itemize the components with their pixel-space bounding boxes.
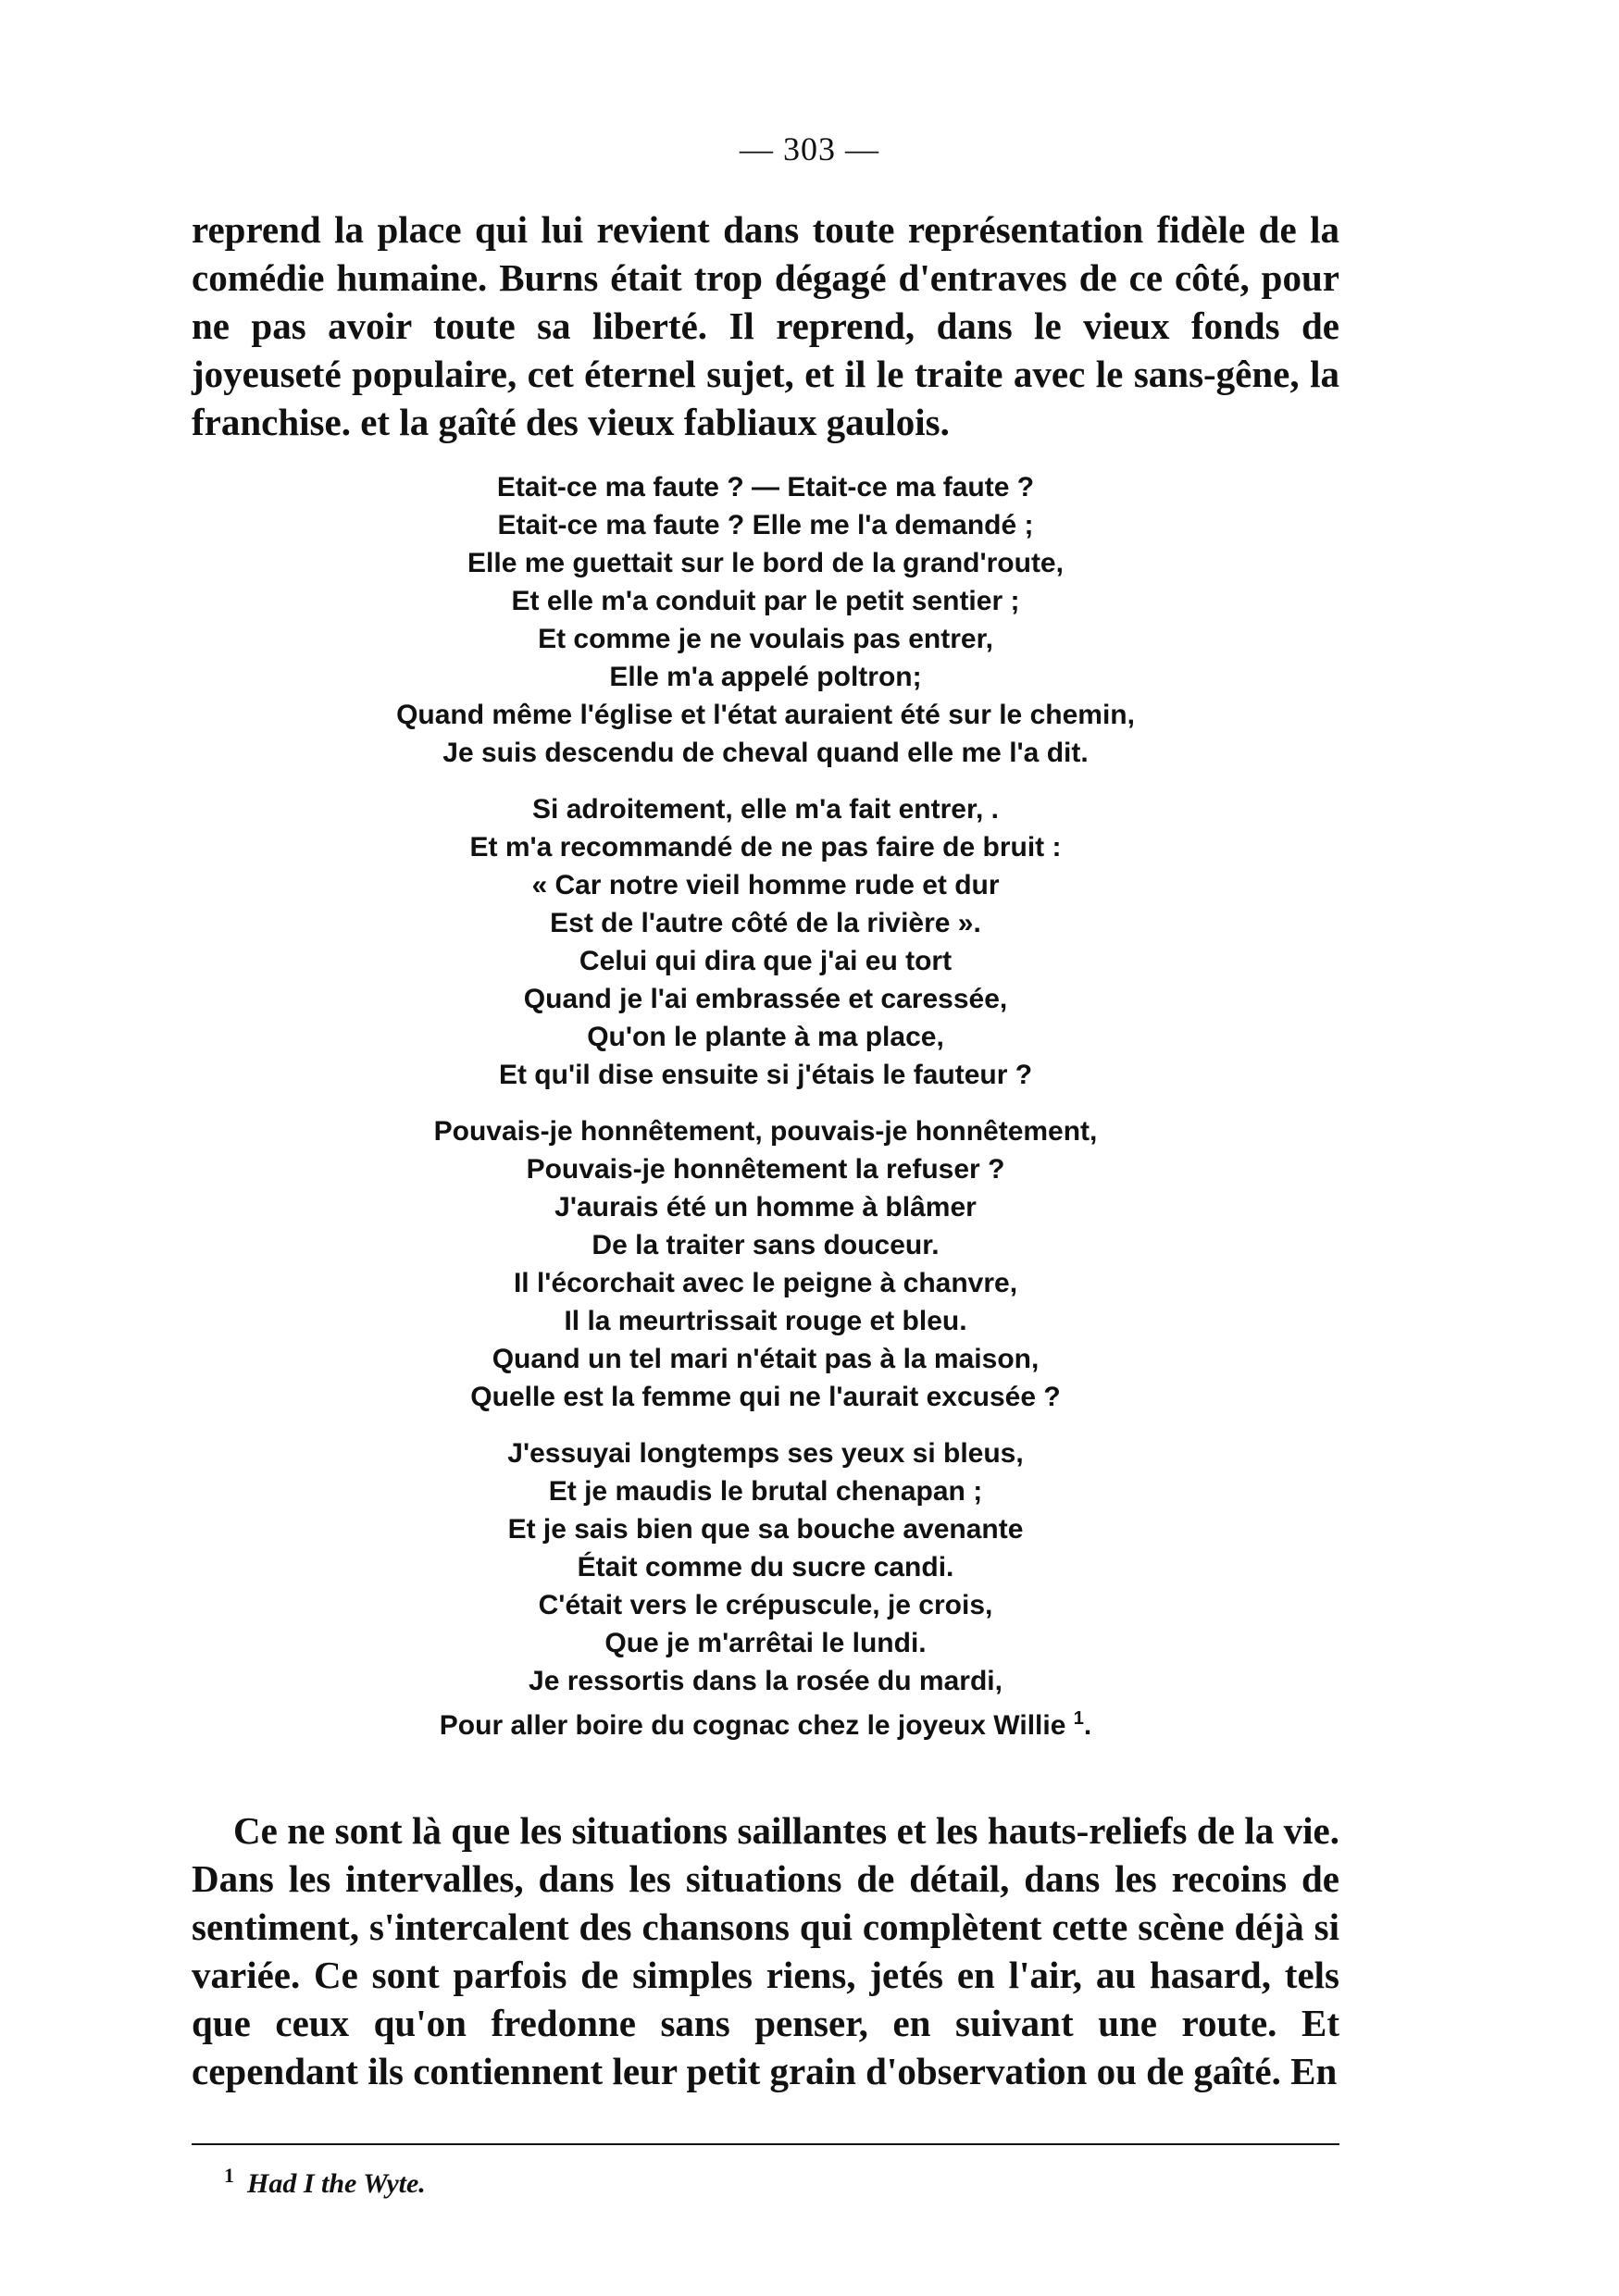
verse-line: Et comme je ne voulais pas entrer, <box>538 624 993 654</box>
verse-line: Pouvais-je honnêtement, pouvais-je honnêtement, <box>433 1116 1098 1147</box>
verse-line: C'était vers le crépuscule, je crois, <box>538 1590 993 1620</box>
verse-line: « Car notre vieil homme rude et dur <box>531 870 1000 900</box>
poem <box>192 468 1339 1763</box>
verse-line: Si adroitement, elle m'a fait entrer, . <box>532 794 999 825</box>
verse-line: Quelle est la femme qui ne l'aurait excusée ? <box>470 1382 1061 1412</box>
footnote-divider <box>192 2143 1339 2145</box>
page-number: — 303 — <box>740 130 879 168</box>
verse-line: Je ressortis dans la rosée du mardi, <box>529 1666 1003 1696</box>
verse-line: Et elle m'a conduit par le petit sentier ; <box>511 586 1020 616</box>
paragraph: reprend la place qui lui revient dans toute représentation fidèle de la comédie humaine. Burns était trop dégagé d'entraves de ce côté, pour ne pas avoir toute sa liberté. Il reprend, dans le vieux fonds de joyeuseté populaire, cet éternel sujet, et il le traite avec le sans-gêne, la franchise. et la gaîté des vieux fabliaux gaulois. <box>192 208 1339 443</box>
verse-line: Et m'a recommandé de ne pas faire de bruit : <box>469 832 1062 863</box>
verse-line: Elle m'a appelé poltron; <box>609 662 922 692</box>
verse-line: J'aurais été un homme à blâmer <box>554 1192 977 1222</box>
footnote-reference[interactable]: 1 <box>1073 1708 1084 1729</box>
verse-line: Pour aller boire du cognac chez le joyeux Willie $^1$. <box>439 1708 1092 1741</box>
verse-line: Quand je l'ai embrassée et caressée, <box>523 984 1008 1014</box>
verse-line: Pouvais-je honnêtement la refuser ? <box>526 1154 1005 1185</box>
verse-line: Que je m'arrêtai le lundi. <box>604 1628 927 1658</box>
prose-top <box>192 205 1339 446</box>
verse-line: Et je maudis le brutal chenapan ; <box>548 1476 983 1507</box>
verse-line: Et qu'il dise ensuite si j'étais le fauteur ? <box>498 1060 1033 1090</box>
stanza-3 <box>192 1112 1339 1416</box>
footnote-mark: 1 <box>224 2164 234 2187</box>
verse-line: Etait-ce ma faute ? Elle me l'a demandé ; <box>497 510 1034 540</box>
prose-bottom <box>192 1806 1339 2095</box>
verse-line: Est de l'autre côté de la rivière ». <box>550 908 981 938</box>
verse-line: Était comme du sucre candi. <box>577 1552 954 1582</box>
verse-line-text: Pour aller boire du cognac chez le joyeux Willie <box>439 1710 1066 1741</box>
verse-line: Quand un tel mari n'était pas à la maison, <box>492 1344 1040 1374</box>
stanza-1 <box>192 468 1339 772</box>
verse-line: Et je sais bien que sa bouche avenante <box>507 1514 1024 1545</box>
footnote <box>224 2164 426 2200</box>
footnote-text: Had I the Wyte. <box>247 2168 426 2199</box>
verse-line: J'essuyai longtemps ses yeux si bleus, <box>507 1438 1024 1469</box>
verse-line: Qu'on le plante à ma place, <box>587 1022 944 1052</box>
verse-line: Il la meurtrissait rouge et bleu. <box>564 1306 967 1336</box>
verse-line: Etait-ce ma faute ? — Etait-ce ma faute ? <box>496 472 1035 503</box>
verse-line: Elle me guettait sur le bord de la grand'route, <box>467 548 1064 578</box>
stanza-4 <box>192 1434 1339 1744</box>
verse-line: De la traiter sans douceur. <box>592 1230 940 1260</box>
verse-line: Il l'écorchait avec le peigne à chanvre, <box>513 1268 1018 1298</box>
verse-line: Quand même l'église et l'état auraient été sur le chemin, <box>396 700 1135 730</box>
paragraph: Ce ne sont là que les situations saillantes et les hauts-reliefs de la vie. Dans les intervalles, dans les situations de détail, dans les recoins de sentiment, s'intercalent des chansons qui complètent cette scène déjà si variée. Ce sont parfois de simples riens, jetés en l'air, au hasard, tels que ceux qu'on fredonne sans penser, en suivant une route. Et cependant ils contiennent leur petit grain d'observation ou de gaîté. En <box>192 1809 1339 2092</box>
verse-line: Celui qui dira que j'ai eu tort <box>579 946 953 976</box>
stanza-2 <box>192 790 1339 1094</box>
verse-line: Je suis descendu de cheval quand elle me l'a dit. <box>442 738 1089 768</box>
